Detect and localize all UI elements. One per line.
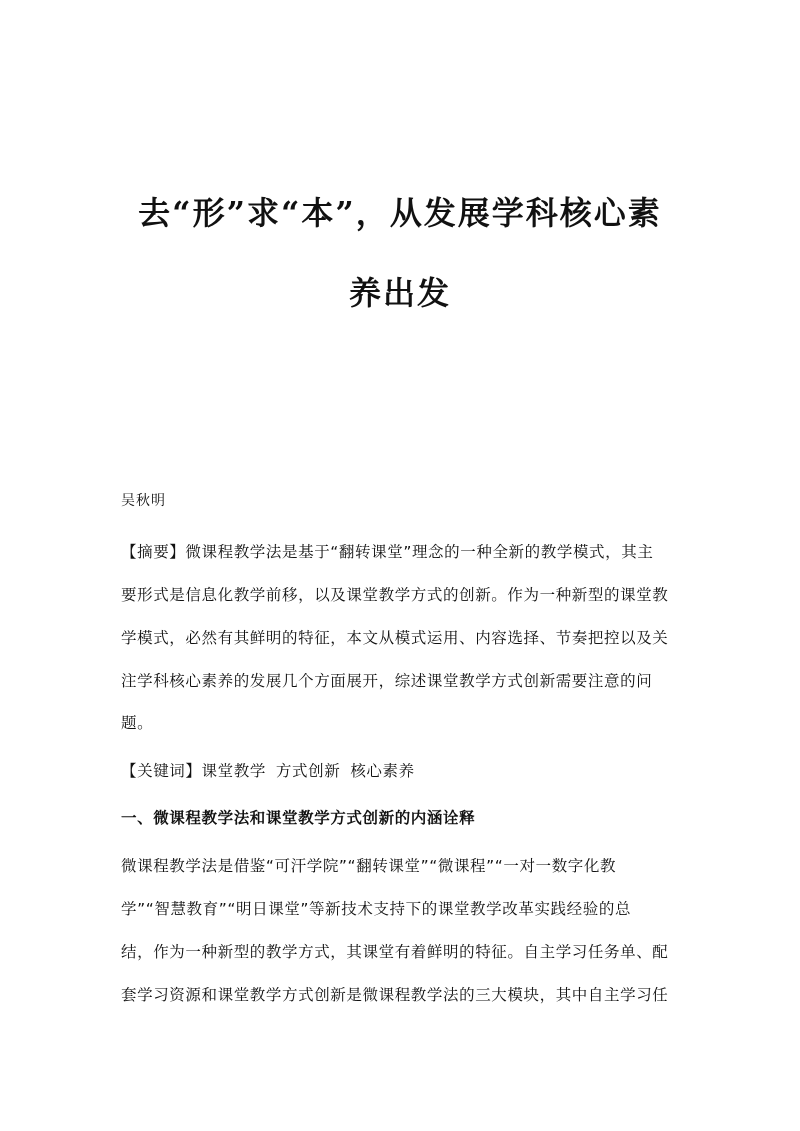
abstract-line: 要形式是信息化教学前移，以及课堂教学方式的创新。作为一种新型的课堂教 xyxy=(121,586,669,604)
body-line: 学”“智慧教育”“明日课堂”等新技术支持下的课堂教学改革实践经验的总 xyxy=(121,900,632,918)
section-heading: 一、微课程教学法和课堂教学方式创新的内涵诠释 xyxy=(121,809,476,827)
keyword: 方式创新 xyxy=(275,762,341,780)
keyword: 核心素养 xyxy=(350,762,415,780)
document-title-line-2: 养出发 xyxy=(348,274,451,312)
body-line: 结，作为一种新型的教学方式，其课堂有着鲜明的特征。自主学习任务单、配 xyxy=(121,943,669,961)
keywords-line xyxy=(121,761,681,781)
abstract-line: 注学科核心素养的发展几个方面展开，综述课堂教学方式创新需要注意的问 xyxy=(121,672,653,690)
keyword: 课堂教学 xyxy=(201,762,266,780)
abstract-line: 题。 xyxy=(121,714,154,732)
document-title-line-1: 去“形”求“本”，从发展学科核心素 xyxy=(138,194,662,232)
abstract-line: 学模式，必然有其鲜明的特征，本文从模式运用、内容选择、节奏把控以及关 xyxy=(121,629,669,647)
abstract-line: 【摘要】微课程教学法是基于“翻转课堂”理念的一种全新的教学模式，其主 xyxy=(121,543,654,561)
body-line: 套学习资源和课堂教学方式创新是微课程教学法的三大模块，其中自主学习任 xyxy=(121,986,669,1004)
body-line: 微课程教学法是借鉴“可汗学院”“翻转课堂”“微课程”“一对一数字化教 xyxy=(121,857,617,875)
keywords-label: 【关键词】 xyxy=(121,762,202,780)
author-name: 吴秋明 xyxy=(121,493,166,509)
